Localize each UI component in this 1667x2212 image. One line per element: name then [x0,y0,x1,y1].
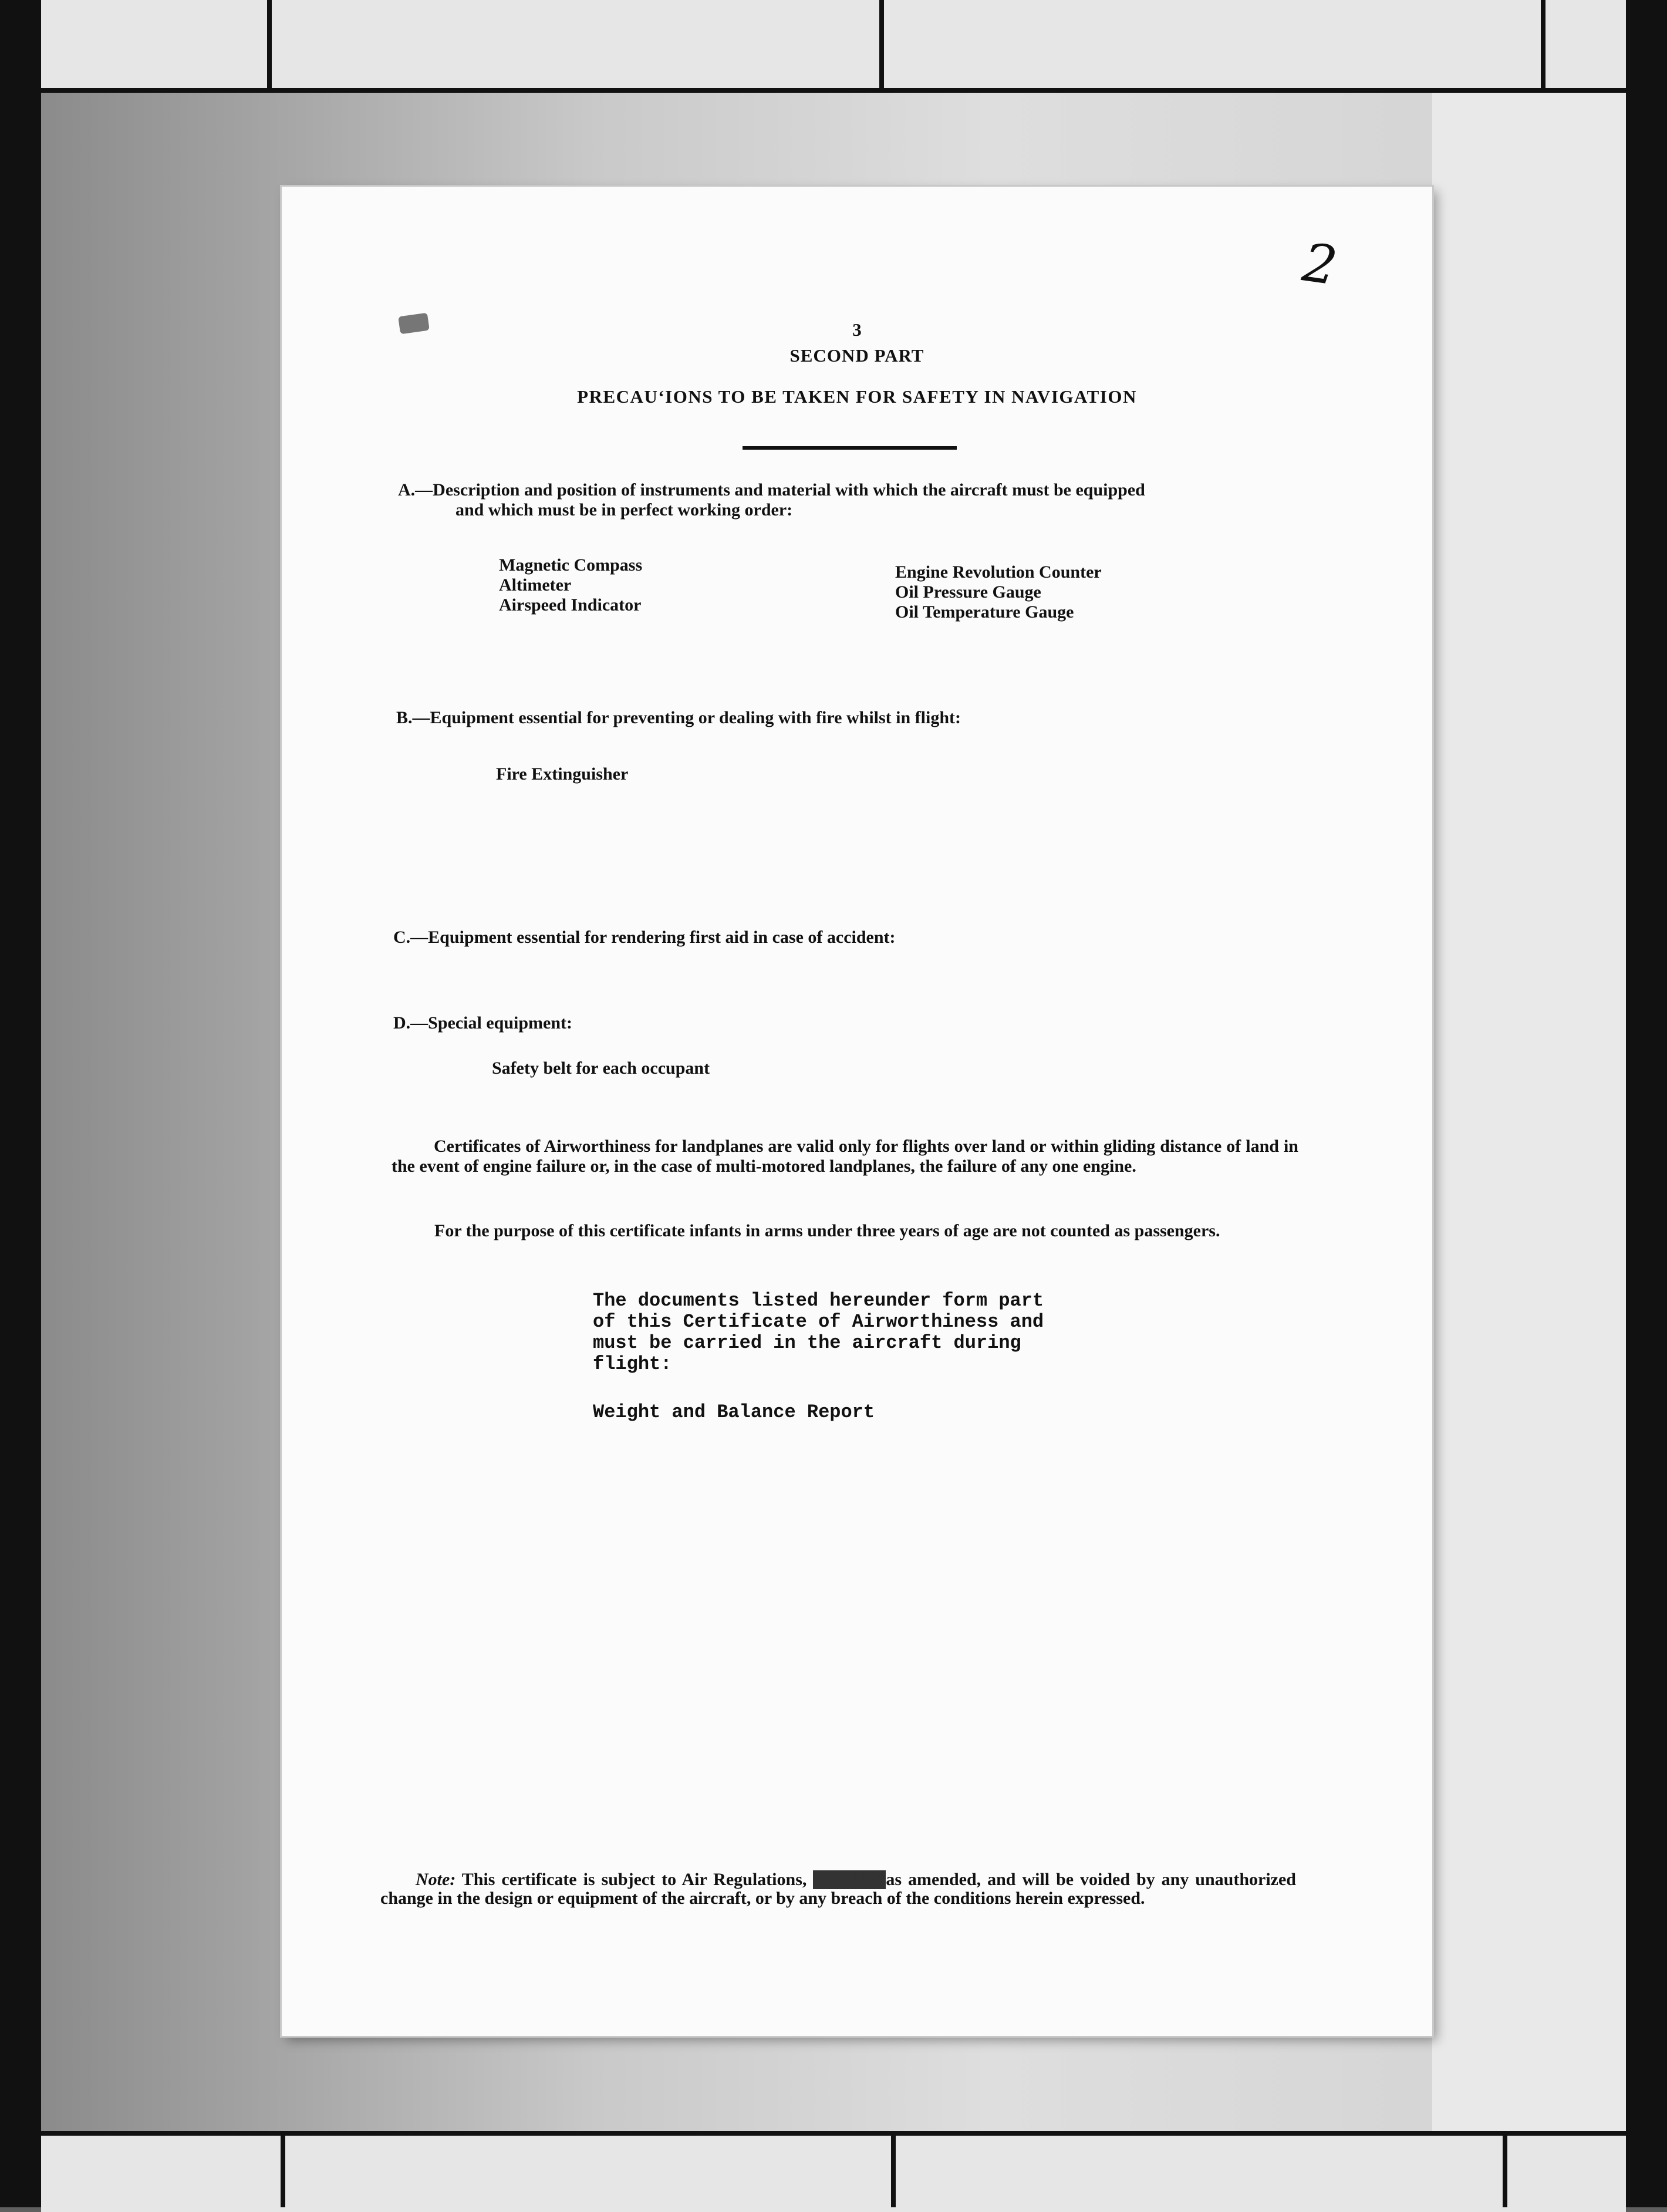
document-holder-right [1432,88,1626,2131]
page-title: PRECAU‘IONS TO BE TAKEN FOR SAFETY IN NAVIGATION [577,386,1137,407]
note-paragraph [380,1870,1296,1908]
frame-divider [281,2131,285,2207]
film-edge-left [0,0,41,2207]
section-d-heading: D.—Special equipment: [393,1013,573,1033]
typed-insert [593,1290,1109,1375]
section-a-heading [398,480,1361,520]
list-item: Altimeter [499,575,572,595]
frame-divider [879,0,884,88]
infants-paragraph: For the purpose of this certificate infants in arms under three years of age are not counted as passengers. [434,1221,1220,1240]
film-edge-right [1626,0,1667,2207]
typed-line: of this Certificate of Airworthiness and [593,1311,1044,1333]
document-page [282,187,1432,2036]
handwritten-page-mark: 2 [1298,231,1341,298]
frame-top [41,0,1626,93]
note-text-before: This certificate is subject to Air Regulations, [461,1870,807,1889]
special-equipment-item: Safety belt for each occupant [492,1058,710,1078]
landplanes-paragraph: Certificates of Airworthiness for landplanes are valid only for flights over land or within gliding distance of land in the event of engine failure or, in the case of multi-motored landplanes, the failure of any one engine. [392,1137,1298,1176]
list-item: Engine Revolution Counter [895,562,1102,582]
struck-year: 1938 [813,1870,886,1889]
list-item: Magnetic Compass [499,555,643,575]
part-heading: SECOND PART [789,345,924,366]
typed-line: must be carried in the aircraft during [593,1332,1021,1354]
frame-divider [891,2131,896,2207]
title-underline [743,446,957,450]
typed-line: The documents listed hereunder form part [593,1290,1044,1311]
list-item: Oil Pressure Gauge [895,582,1041,602]
frame-bottom [41,2131,1626,2212]
frame-divider [1541,0,1545,88]
section-c-heading: C.—Equipment essential for rendering first aid in case of accident: [393,928,896,947]
instrument-list-right [895,562,1102,622]
section-b-heading: B.—Equipment essential for preventing or dealing with fire whilst in flight: [396,708,961,727]
fire-equipment-item: Fire Extinguisher [496,764,629,784]
page-number: 3 [852,319,862,340]
note-text-after: as amended, and will be voided by any unauthorized change in the design or equipment of the aircraft, or by any breach of the conditions herein expressed. [380,1870,1296,1908]
note-label: Note: [416,1870,456,1889]
list-item: Oil Temperature Gauge [895,602,1074,622]
typed-line: flight: [593,1353,672,1375]
list-item: Airspeed Indicator [499,595,642,615]
frame-divider [1503,2131,1507,2207]
instrument-list-left [499,555,642,615]
frame-divider [267,0,272,88]
section-a-heading-line1: A.—Description and position of instruments and material with which the aircraft must be equipped [398,480,1145,500]
section-a-heading-line2: and which must be in perfect working order: [455,500,793,520]
typed-document-item: Weight and Balance Report [593,1401,875,1423]
